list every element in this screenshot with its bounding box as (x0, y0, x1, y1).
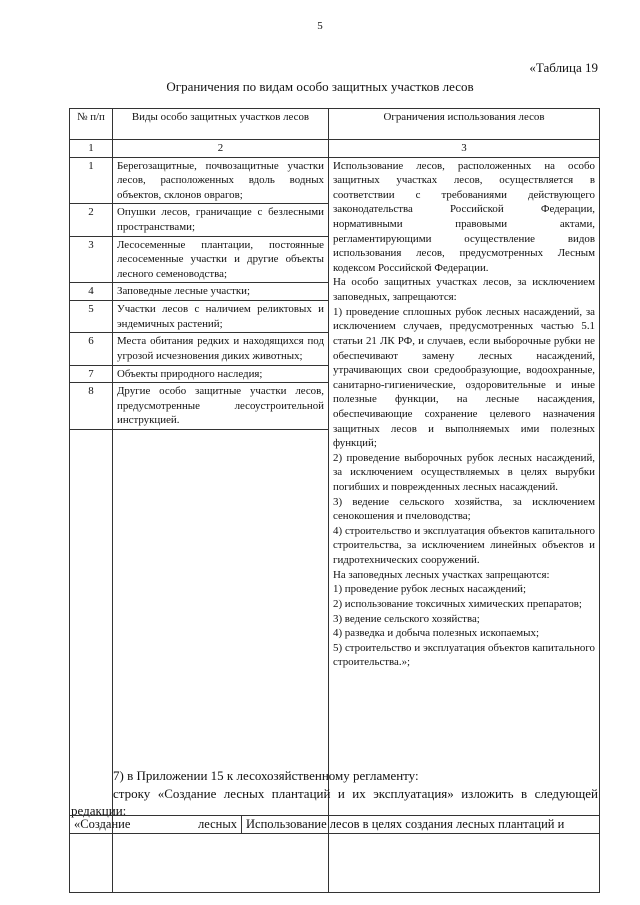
restriction-paragraph: На заповедных лесных участках запрещаются: (333, 568, 550, 581)
row-num: 5 (70, 301, 113, 333)
row-num: 1 (70, 157, 113, 204)
restriction-paragraph: 4) строительство и эксплуатация объектов капитального строительства, за исключением линейных объектов и гидротехнических сооружений. (333, 524, 595, 567)
restriction-paragraph: 3) ведение сельского хозяйства, за исключением сенокошения и пчеловодства; (333, 495, 595, 523)
row-kind: Другие особо защитные участки лесов, предусмотренные лесоустроительной инструкцией. (113, 383, 329, 430)
row-num: 2 (70, 204, 113, 236)
col-number: 3 (329, 140, 600, 158)
table-row (70, 816, 600, 834)
row-num: 3 (70, 236, 113, 283)
row-num: 4 (70, 283, 113, 301)
amendment-instruction: строку «Создание лесных плантаций и их эксплуатация» изложить в следующей редакции: (71, 786, 598, 819)
table-row (70, 157, 600, 204)
restriction-paragraph: 3) ведение сельского хозяйства; (333, 612, 480, 625)
page-number: 5 (317, 20, 323, 32)
row-kind: Заповедные лесные участки; (113, 283, 329, 301)
replacement-right-cell: Использование лесов в целях создания лесных плантаций и (242, 816, 600, 834)
restriction-paragraph: Использование лесов, расположенных на особо защитных участках лесов, осуществляется в соответствии с требованиями действующего законодательства Российской Федерации, нормативными правовыми актами, регламентирующими осуществление видов использования лесов, предусмотренных Лесным кодексом Российской Федерации. (333, 159, 595, 274)
column-number-row (70, 140, 600, 158)
row-kind: Места обитания редких и находящихся под угрозой исчезновения диких животных; (113, 333, 329, 365)
row-num: 7 (70, 365, 113, 383)
row-num: 8 (70, 383, 113, 430)
row-num: 6 (70, 333, 113, 365)
row-kind: Лесосеменные плантации, постоянные лесосеменные участки и другие объекты лесного семеноводства; (113, 236, 329, 283)
row-kind: Объекты природного наследия; (113, 365, 329, 383)
row-kind: Опушки лесов, граничащие с безлесными пространствами; (113, 204, 329, 236)
restriction-paragraph: На особо защитных участках лесов, за исключением заповедных, запрещаются: (333, 276, 595, 304)
replacement-left-word: «Создание (74, 817, 131, 831)
replacement-left-cell (70, 816, 242, 834)
table-label: «Таблица 19 (529, 60, 598, 75)
replacement-table (69, 815, 600, 834)
header-restrictions: Ограничения использования лесов (329, 109, 600, 140)
restriction-paragraph: 1) проведение сплошных рубок лесных насаждений, за исключением случаев, предусмотренных частью 5.1 статьи 21 ЛК РФ, и случаев, если выборочные рубки не обеспечивают замену лесных насаждений, утрачивающих свои средообразующие, водоохранные, санитарно-гигиенические, оздоровительные и иные полезные функции, на лесные насаждения, обеспечивающие сохранение целевого назначения защитных лесов и выполняемых ими полезных функций; (333, 305, 595, 450)
table-title: Ограничения по видам особо защитных участков лесов (166, 79, 474, 94)
row-kind: Берегозащитные, почвозащитные участки лесов, расположенных вдоль водных объектов, склонов оврагов; (113, 157, 329, 204)
header-num: № п/п (70, 109, 113, 140)
restriction-paragraph: 4) разведка и добыча полезных ископаемых; (333, 627, 539, 640)
replacement-left-word: лесных (198, 817, 237, 831)
restriction-paragraph: 2) проведение выборочных рубок лесных насаждений, за исключением осуществляемых в целях вырубки погибших и поврежденных лесных насаждений. (333, 451, 595, 494)
row-kind: Участки лесов с наличием реликтовых и эндемичных растений; (113, 301, 329, 333)
amendment-paragraph: 7) в Приложении 15 к лесохозяйственному регламенту: (113, 768, 419, 783)
restriction-paragraph: 5) строительство и эксплуатация объектов капитального строительства.»; (333, 641, 595, 669)
col-number: 1 (70, 140, 113, 158)
restriction-paragraph: 2) использование токсичных химических препаратов; (333, 597, 582, 610)
table-header-row (70, 109, 600, 140)
restriction-paragraph: 1) проведение рубок лесных насаждений; (333, 583, 527, 596)
header-kinds: Виды особо защитных участков лесов (113, 109, 329, 140)
col-number: 2 (113, 140, 329, 158)
